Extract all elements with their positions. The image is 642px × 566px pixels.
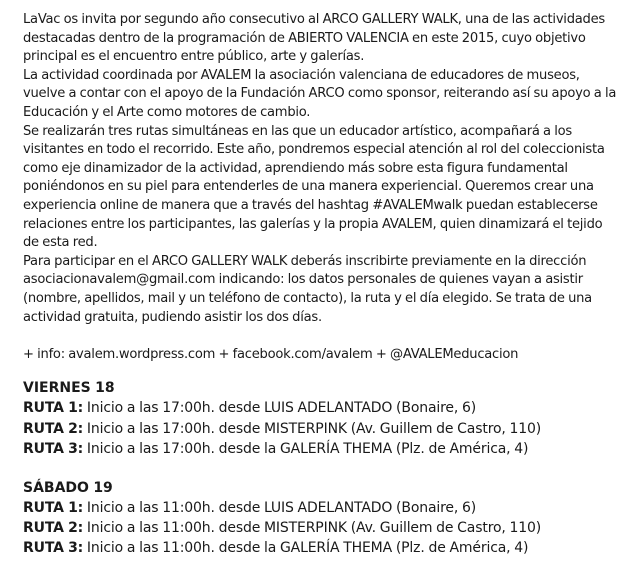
day-title: SÁBADO 19 <box>23 479 113 496</box>
intro-line: (nombre, apellidos, mail y un teléfono de contacto), la ruta y el día elegido. Se trata de una <box>23 290 592 306</box>
intro-line: actividad gratuita, pudiendo asistir los dos días. <box>23 309 322 325</box>
route-text: Inicio a las 11:00h. desde la GALERÍA THEMA (Plz. de América, 4) <box>83 540 529 557</box>
route-label: RUTA 1: <box>23 400 84 417</box>
intro-line: Se realizarán tres rutas simultáneas en las que un educador artístico, acompañará a los <box>23 123 572 139</box>
spacer <box>23 364 632 378</box>
route-text: Inicio a las 11:00h. desde LUIS ADELANTADO (Bonaire, 6) <box>83 499 477 516</box>
route-label: RUTA 2: <box>23 520 84 537</box>
spacer <box>23 459 632 478</box>
intro-line: poniéndonos en su piel para entenderles de una manera experiencial. Queremos crear una <box>23 179 594 195</box>
route-row <box>23 498 632 518</box>
intro-line: principal es el encuentro entre público, arte y galerías. <box>23 49 365 65</box>
intro-line: experiencia online de manera que a través del hashtag #AVALEMwalk puedan establecerse <box>23 197 598 213</box>
route-text: Inicio a las 17:00h. desde la GALERÍA THEMA (Plz. de América, 4) <box>83 440 529 457</box>
route-text: Inicio a las 11:00h. desde MISTERPINK (Av. Guillem de Castro, 110) <box>83 520 542 537</box>
intro-line: La actividad coordinada por AVALEM la asociación valenciana de educadores de museos, <box>23 67 580 83</box>
intro-line: Educación y el Arte como motores de cambio. <box>23 104 311 120</box>
route-text: Inicio a las 17:00h. desde MISTERPINK (Av. Guillem de Castro, 110) <box>83 420 542 437</box>
intro-paragraphs <box>23 11 632 327</box>
day-section-friday <box>23 378 632 459</box>
intro-line: Para participar en el ARCO GALLERY WALK deberás inscribirte previamente en la dirección <box>23 253 587 269</box>
route-label: RUTA 3: <box>23 440 84 457</box>
intro-line: de esta red. <box>23 235 98 251</box>
day-title: VIERNES 18 <box>23 380 115 397</box>
intro-line: vuelve a contar con el apoyo de la Fundación ARCO como sponsor, reiterando así su apoyo a la <box>23 86 617 102</box>
intro-line: asociacionavalem@gmail.com indicando: los datos personales de quienes vayan a asistir <box>23 272 583 288</box>
route-row <box>23 439 632 459</box>
route-label: RUTA 3: <box>23 540 84 557</box>
route-text: Inicio a las 17:00h. desde LUIS ADELANTADO (Bonaire, 6) <box>83 400 477 417</box>
route-label: RUTA 1: <box>23 499 84 516</box>
intro-line: visitantes en todo el recorrido. Este año, pondremos especial atención al rol del coleccionista <box>23 142 605 158</box>
intro-line: relaciones entre los participantes, las galerías y la propia AVALEM, quien dinamizará el tejido <box>23 216 603 232</box>
info-line: + info: avalem.wordpress.com + facebook.com/avalem + @AVALEMeducacion <box>23 346 519 362</box>
intro-line: destacadas dentro de la programación de ABIERTO VALENCIA en este 2015, cuyo objetivo <box>23 30 586 46</box>
route-row <box>23 538 632 558</box>
spacer <box>23 327 632 346</box>
route-row <box>23 419 632 439</box>
route-label: RUTA 2: <box>23 420 84 437</box>
intro-line: LaVac os invita por segundo año consecutivo al ARCO GALLERY WALK, una de las actividades <box>23 12 605 27</box>
route-row <box>23 398 632 418</box>
intro-line: como eje dinamizador de la actividad, aprendiendo más sobre esta figura fundamental <box>23 160 568 176</box>
day-section-saturday <box>23 478 632 559</box>
route-row <box>23 518 632 538</box>
